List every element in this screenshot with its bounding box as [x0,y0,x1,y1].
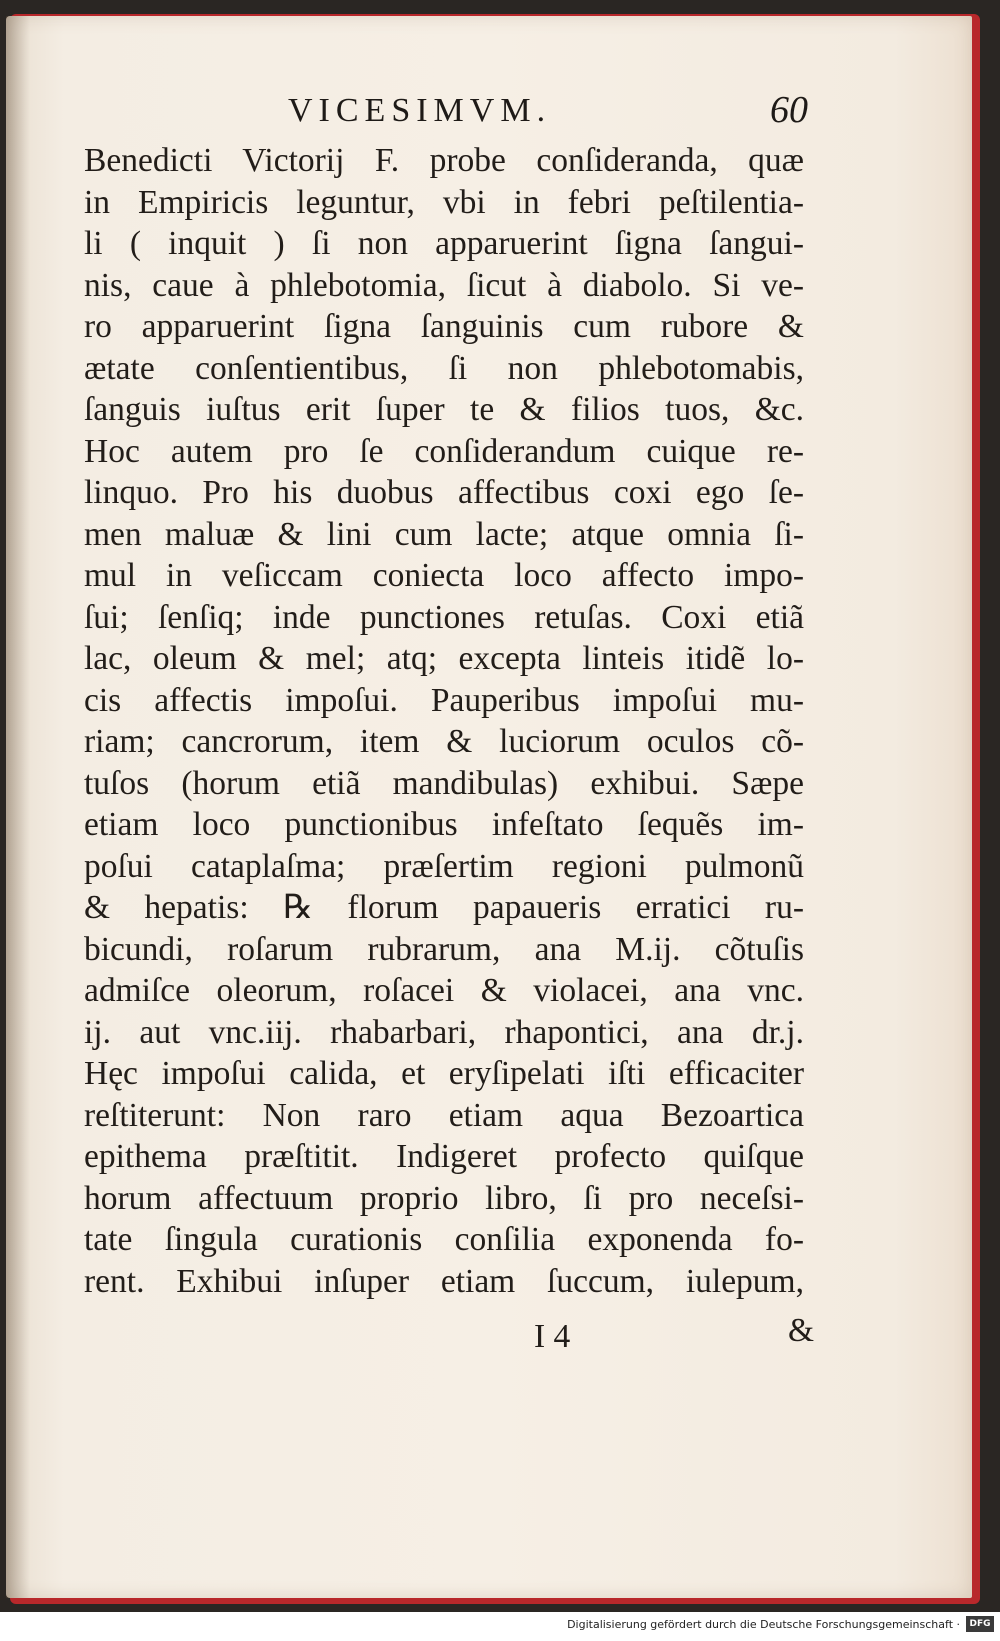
text-line: tuſos (horum etiã mandibulas) exhibui. Sæpe [84,764,804,802]
page-footer-marks [84,1312,814,1362]
text-line: men maluæ & lini cum lacte; atque omnia ſi- [84,515,804,553]
dfg-logo: DFG [966,1616,994,1632]
page-number: 60 [770,89,808,131]
text-line: poſui cataplaſma; præſertim regioni pulmonũ [84,847,804,885]
text-line: Hęc impoſui calida, et eryſipelati iſti efficaciter [84,1055,804,1092]
text-line: horum affectuum proprio libro, ſi pro neceſsi- [84,1179,804,1217]
text-line: tate ſingula curationis conſilia exponenda fo- [84,1221,804,1258]
text-line: ſui; ſenſiq; inde punctiones retuſas. Coxi etiã [84,598,804,636]
text-line: nis, caue à phlebotomia, ſicut à diabolo. Si ve- [84,266,804,304]
text-line: cis affectis impoſui. Pauperibus impoſui mu- [84,681,804,719]
catchword: & [787,1312,814,1349]
text-line: reſtiterunt: Non raro etiam aqua Bezoartica [84,1096,804,1134]
text-line: lac, oleum & mel; atq; excepta linteis itidẽ lo- [84,640,804,677]
digitization-footer [0,1612,1000,1641]
text-line: admiſce oleorum, roſacei & violacei, ana vnc. [84,972,804,1009]
signature-mark: I 4 [534,1318,571,1355]
text-line: ſanguis iuſtus erit ſuper te & filios tuos, &c. [84,391,804,428]
text-line: ro apparuerint ſigna ſanguinis cum rubore & [84,308,804,345]
page-header [288,89,808,140]
text-line: in Empiricis leguntur, vbi in febri peſtilentia- [84,183,804,221]
text-line: ij. aut vnc.iij. rhabarbari, rhapontici, ana dr.j. [84,1013,804,1051]
text-line: bicundi, roſarum rubrarum, ana M.ij. cõtuſis [84,930,804,968]
text-line: rent. Exhibui inſuper etiam ſuccum, iulepum, [84,1262,804,1300]
text-line: mul in veſiccam coniecta loco affecto impo- [84,557,804,594]
text-line: etiam loco punctionibus infeſtato ſequẽs im- [84,806,804,843]
text-line: linquo. Pro his duobus affectibus coxi ego ſe- [84,474,804,511]
text-line: ætate conſentientibus, ſi non phlebotomabis, [84,349,804,387]
text-line: epithema præſtitit. Indigeret profecto quiſque [84,1138,804,1175]
text-line: Benedicti Victorij F. probe conſideranda, quæ [84,142,804,179]
body-text [84,140,804,1302]
text-line: riam; cancrorum, item & luciorum oculos cõ- [84,723,804,760]
text-line: & hepatis: ℞ florum papaueris erratici ru- [84,889,804,926]
text-line: li ( inquit ) ſi non apparuerint ſigna ſangui- [84,225,804,262]
spine-shadow [6,16,30,1598]
funding-credit: Digitalisierung gefördert durch die Deutsche Forschungsgemeinschaft · [567,1618,960,1631]
running-head: VICESIMVM. [288,92,552,129]
text-line: Hoc autem pro ſe conſiderandum cuique re- [84,432,804,470]
